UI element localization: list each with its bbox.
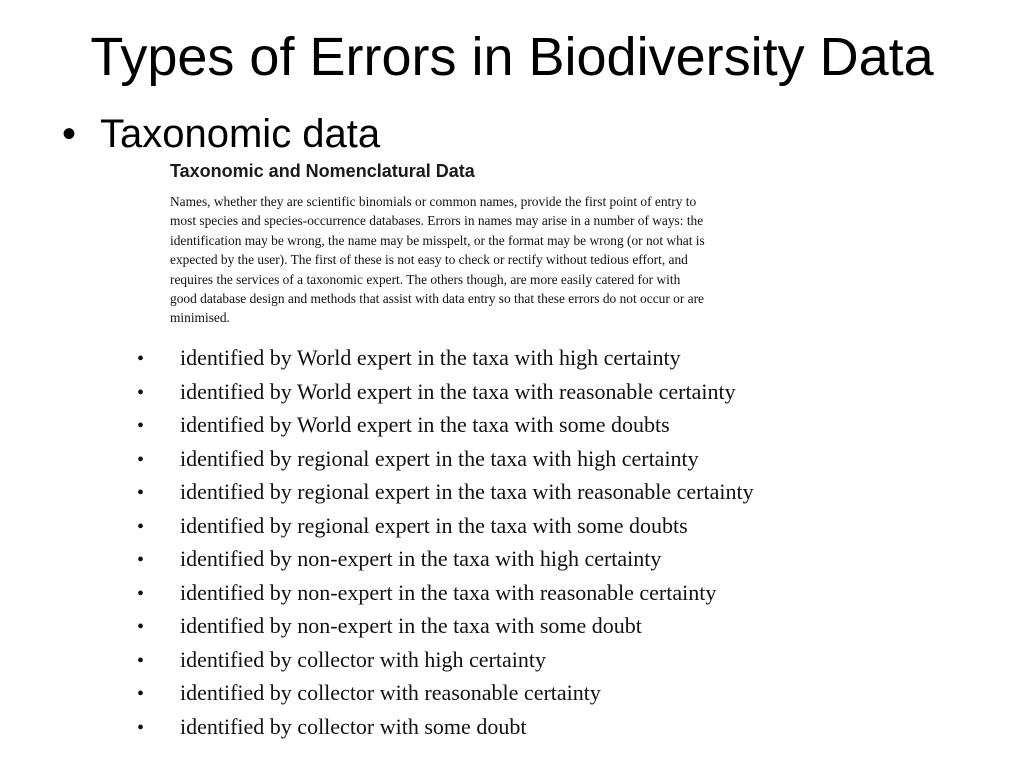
list-item [137, 509, 754, 543]
excerpt-line: minimised. [170, 310, 230, 326]
slide-title: Types of Errors in Biodiversity Data [90, 27, 934, 87]
list-item-text: identified by World expert in the taxa with reasonable certainty [180, 378, 736, 404]
excerpt-line: most species and species-occurrence databases. Errors in names may arise in a number of ways: the [170, 213, 704, 229]
excerpt-image [170, 158, 910, 328]
bullet-dot: • [137, 649, 145, 672]
bullet-dot: • [137, 515, 145, 538]
bullet-dot: • [137, 415, 145, 437]
list-item [137, 475, 754, 509]
excerpt-line: Names, whether they are scientific binomials or common names, provide the first point of entry to [170, 194, 697, 209]
list-item-text: identified by collector with high certainty [180, 646, 546, 672]
list-item-text: identified by regional expert in the taxa with high certainty [180, 445, 699, 471]
identification-level-list [137, 341, 754, 743]
bullet-dot: • [137, 482, 145, 504]
list-item [137, 643, 754, 677]
bullet-dot: • [62, 112, 77, 156]
top-bullet-text: Taxonomic data [100, 112, 381, 156]
list-item-text: identified by non-expert in the taxa with high certainty [180, 546, 662, 571]
list-item-text: identified by collector with reasonable certainty [180, 680, 601, 705]
list-item [137, 341, 754, 375]
list-item [137, 576, 754, 610]
excerpt-heading: Taxonomic and Nomenclatural Data [170, 161, 475, 181]
list-item [137, 542, 754, 576]
excerpt-line: requires the services of a taxonomic expert. The others though, are more easily catered for with [170, 271, 681, 287]
list-item [137, 408, 754, 442]
bullet-dot: • [137, 549, 145, 571]
list-item [137, 442, 754, 476]
bullet-dot: • [137, 683, 145, 705]
list-item-text: identified by World expert in the taxa with some doubts [180, 412, 670, 437]
bullet-dot: • [137, 582, 145, 605]
list-item-text: identified by World expert in the taxa with high certainty [180, 345, 681, 370]
excerpt-line: expected by the user). The first of these is not easy to check or rectify without tedious effort, and [170, 252, 688, 268]
list-item [137, 710, 754, 744]
excerpt-line: identification may be wrong, the name may be misspelt, or the format may be wrong (or not what is [170, 232, 705, 248]
excerpt-paragraph [170, 192, 910, 328]
top-bullet [62, 110, 380, 158]
list-item-text: identified by regional expert in the taxa with some doubts [180, 512, 688, 538]
bullet-dot: • [137, 448, 145, 471]
list-item-text: identified by collector with some doubt [180, 713, 527, 739]
list-item [137, 609, 754, 643]
list-item-text: identified by non-expert in the taxa with some doubt [180, 613, 642, 638]
bullet-dot: • [137, 381, 145, 404]
bullet-dot: • [137, 348, 145, 370]
list-item-text: identified by regional expert in the taxa with reasonable certainty [180, 479, 754, 504]
bullet-dot: • [137, 616, 145, 638]
list-item [137, 676, 754, 710]
list-item [137, 375, 754, 409]
excerpt-line: good database design and methods that assist with data entry so that these errors do not occur or are [170, 291, 704, 307]
bullet-dot: • [137, 716, 145, 739]
list-item-text: identified by non-expert in the taxa with reasonable certainty [180, 579, 717, 605]
